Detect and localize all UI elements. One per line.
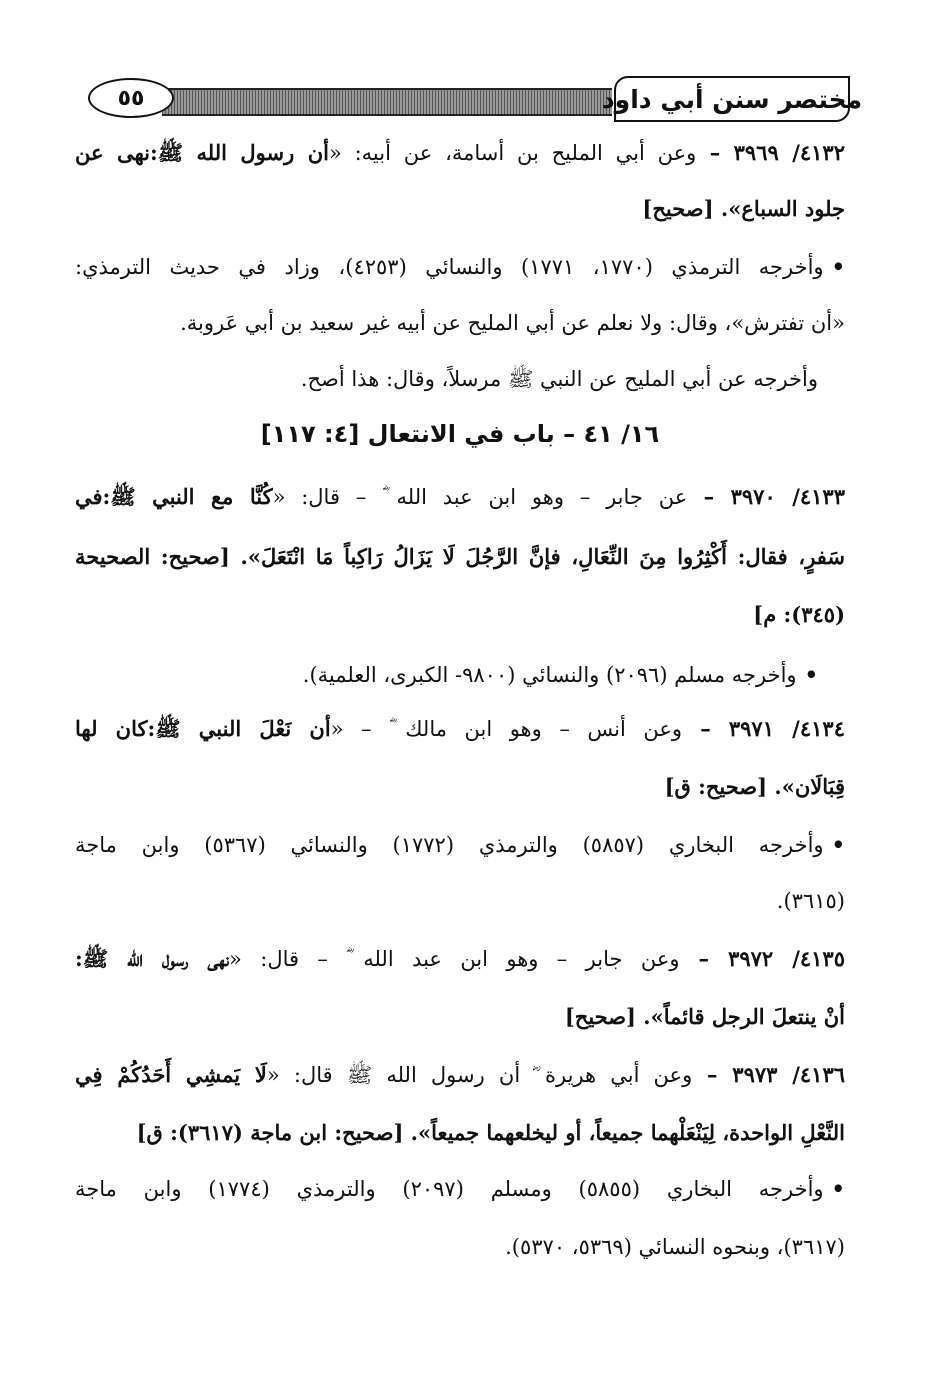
takhrij-4132-line-1 [75, 250, 845, 284]
takhrij-text: «أن تفترش»، وقال: ولا نعلم عن أبي المليح عن أبيه غير سعيد بن أبي عَروبة. [180, 311, 845, 335]
header-decorative-band [162, 88, 612, 116]
bullet-icon: • [831, 254, 846, 279]
hadith-4132-line-2 [75, 192, 845, 226]
isnad-text: عن جابر – وهو ابن عبد الله ؓ – قال: « [272, 485, 688, 509]
hadith-number: ٤١٣٦/ ٣٩٧٣ – [692, 1062, 846, 1087]
hadith-number: ٤١٣٣/ ٣٩٧٠ – [687, 484, 845, 509]
matn-text: أن رسول الله ﷺ:نهى عن [75, 140, 329, 165]
hadith-4133-line-2 [75, 540, 845, 574]
bullet-icon: • [831, 832, 845, 857]
matn-text-grade: أنْ ينتعلَ الرجل قائماً». [صحيح] [564, 1004, 845, 1029]
page-number: ٥٥ [117, 85, 145, 111]
hadith-number: ٤١٣٥/ ٣٩٧٢ – [679, 946, 845, 971]
takhrij-4136-line-2 [75, 1230, 845, 1264]
matn-text: نهى رسول الله ﷺ: [75, 946, 230, 971]
hadith-4135-line-1 [75, 942, 845, 976]
takhrij-text: وأخرجه عن أبي المليح عن النبي ﷺ مرسلاً، وقال: هذا أصح. [300, 367, 818, 391]
takhrij-text: وأخرجه مسلم (٢٠٩٦) والنسائي (٩٨٠٠- الكبرى، العلمية). [302, 663, 797, 687]
book-title-box [601, 76, 863, 122]
isnad-text: وعن أنس – وهو ابن مالك ؓ – « [330, 717, 683, 741]
takhrij-4134-line-2 [75, 884, 845, 918]
hadith-4134-line-1 [75, 712, 845, 746]
chapter-heading: ١٦/ ٤١ – باب في الانتعال [٤: ١١٧] [260, 420, 660, 448]
takhrij-4132-line-2 [75, 306, 845, 340]
matn-text: لَا يَمشِي أَحَدُكُمْ فِي [75, 1062, 267, 1087]
hadith-4136-line-1 [75, 1058, 845, 1092]
takhrij-4132-line-3 [48, 362, 818, 396]
hadith-4133-line-3 [75, 598, 845, 632]
hadith-number: ٤١٣٤/ ٣٩٧١ – [682, 716, 845, 741]
matn-text: كُنَّا مع النبي ﷺ:في [75, 484, 273, 509]
hadith-4134-line-2 [75, 770, 845, 804]
isnad-text: وعن جابر – وهو ابن عبد الله ؓ – قال: « [229, 947, 680, 971]
matn-text-grade: قِبَالَان». [صحيح: ق] [664, 774, 845, 799]
matn-text: أن نَعْلَ النبي ﷺ:كان لها [75, 716, 331, 741]
hadith-4135-line-2 [75, 1000, 845, 1034]
matn-text-grade: النَّعْلِ الواحدة، لِيَنْعَلْهما جميعاً، أو ليخلعهما جميعاً». [صحيح: ابن ماجة (٣٦١٧): ق] [136, 1120, 845, 1145]
book-title: مختصر سنن أبي داود [601, 84, 863, 114]
takhrij-4133 [48, 658, 818, 692]
matn-text: سَفرٍ، فقال: أَكْثِرُوا مِنَ النِّعَالِ، فإنَّ الرَّجُلَ لَا يَزَالُ رَاكِباً مَا انْتَعَلَ». [صحيح: الصحيحة [75, 544, 845, 569]
matn-text-grade: جلود السباع». [صحيح] [642, 196, 845, 221]
takhrij-text: وأخرجه البخاري (٥٨٥٧) والترمذي (١٧٧٢) والنسائي (٥٣٦٧) وابن ماجة [75, 833, 824, 857]
takhrij-text: (٣٦١٥). [776, 889, 845, 913]
bullet-icon: • [831, 1176, 845, 1201]
hadith-4136-line-2 [75, 1116, 845, 1150]
hadith-number: ٤١٣٢/ ٣٩٦٩ – [696, 140, 845, 165]
isnad-text: وعن أبي هريرة ؓ أن رسول الله ﷺ قال: « [266, 1063, 693, 1087]
isnad-text: وعن أبي المليح بن أسامة، عن أبيه: « [328, 141, 697, 165]
hadith-4133-line-1 [75, 480, 845, 514]
takhrij-text: وأخرجه البخاري (٥٨٥٥) ومسلم (٢٠٩٧) والترمذي (١٧٧٤) وابن ماجة [75, 1177, 824, 1201]
takhrij-4136-line-1 [75, 1172, 845, 1206]
page-number-oval [88, 78, 174, 118]
grade-text: (٣٤٥): م] [753, 602, 845, 627]
takhrij-text: وأخرجه الترمذي (١٧٧٠، ١٧٧١) والنسائي (٤٢٥٣)، وزاد في حديث الترمذي: [75, 255, 824, 279]
takhrij-4134-line-1 [75, 828, 845, 862]
takhrij-text: (٣٦١٧)، وبنحوه النسائي (٥٣٦٩، ٥٣٧٠). [505, 1235, 845, 1259]
bullet-icon: • [804, 662, 818, 687]
hadith-4132-line-1 [75, 136, 845, 170]
running-header [70, 74, 863, 130]
